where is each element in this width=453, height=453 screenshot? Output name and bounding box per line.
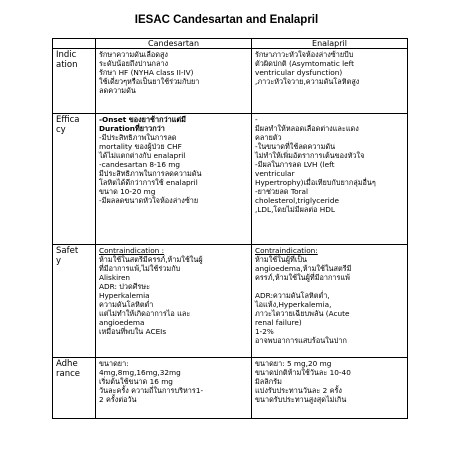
candesartan-indication-cell — [96, 49, 252, 114]
cell-line: แบ่งรับประทานวันละ 2 ครั้ง — [255, 386, 342, 395]
cell-line: renal failure) — [255, 318, 302, 327]
row-label-line: Indic — [56, 50, 77, 60]
cell-line: angioedema — [99, 318, 145, 327]
cell-line: -มีผลลดขนาดหัวใจห้องล่างซ้าย — [99, 196, 199, 205]
row-label-line: Effica — [56, 115, 80, 125]
cell-line: ภาวะไตวายเฉียบพลัน (Acute — [255, 309, 350, 318]
enalapril-safety-cell — [252, 245, 408, 358]
row-label-line: y — [56, 256, 62, 266]
table-row-safety — [53, 245, 408, 358]
cell-line: -ยาช่วยลด Toral — [255, 187, 309, 196]
cell-line: ,ภาวะหัวใจวาย,ความดันโลหิตสูง — [255, 77, 360, 86]
cell-line: ขนาดยา: — [99, 359, 129, 368]
cell-line: -Onset ของยาช้ากว่าแต่มี — [99, 115, 186, 124]
cell-line: ADR: ปวดศีรษะ — [99, 282, 150, 291]
header-cell-candesartan: Candesartan — [96, 39, 252, 49]
row-label-indication — [53, 49, 96, 114]
cell-line: คลายตัว — [255, 133, 282, 142]
cell-line: รักษาภาวะหัวใจห้องล่างซ้ายบีบ — [255, 50, 354, 59]
candesartan-adherance-cell — [96, 358, 252, 419]
cell-line: Durationที่ยาวกว่า — [99, 124, 165, 133]
cell-line: ขนาดรับประทานสูงสุดไม่เกิน — [255, 395, 347, 404]
cell-line: 2 ครั้งต่อวัน — [99, 395, 137, 404]
cell-line: มีประสิทธิภาพในการลดความดัน — [99, 169, 202, 178]
cell-line: -ในขนาดที่ใช้ลดความดัน — [255, 142, 336, 151]
row-label-line: Safet — [56, 246, 79, 256]
table-row-indication — [53, 49, 408, 114]
enalapril-adherance-cell — [252, 358, 408, 419]
cell-line: angioedema,ห้ามใช้ในสตรีมี — [255, 264, 352, 273]
table-header-row — [53, 39, 408, 49]
row-label-line: rance — [56, 369, 80, 379]
enalapril-indication-cell — [252, 49, 408, 114]
cell-line: ห้ามใช้ในสตรีมีครรภ์,ห้ามใช้ในผู้ — [99, 255, 203, 264]
cell-line: มีผลทำให้หลอดเลือดต่างและแดง — [255, 124, 359, 133]
cell-line: 4mg,8mg,16mg,32mg — [99, 368, 181, 377]
table-row-efficacy — [53, 114, 408, 245]
header-cell-empty — [53, 39, 96, 49]
comparison-table — [52, 38, 408, 419]
cell-line: เหมือนที่พบใน ACEIs — [99, 327, 167, 336]
cell-line: - — [255, 115, 258, 124]
cell-line: cholesterol,triglyceride — [255, 196, 339, 205]
cell-line: mortality ของผู้ป่วย CHF — [99, 142, 182, 151]
cell-line: ลดความดัน — [99, 86, 136, 95]
cell-line: ที่มีอาการแพ้,ไม่ใช้ร่วมกับ — [99, 264, 181, 273]
cell-line: มิลลิกรัม — [255, 377, 282, 386]
cell-line: ขนาดปกติห้ามใช้วันละ 10-40 — [255, 368, 351, 377]
header-cell-enalapril: Enalapril — [252, 39, 408, 49]
cell-line: ความดันโลหิตต่ำ — [99, 300, 154, 309]
cell-line: ขนาด 10-20 mg — [99, 187, 156, 196]
cell-line: รักษาความดันเลือดสูง — [99, 50, 168, 59]
cell-line: อาจพบอาการแสบร้อนในปาก — [255, 336, 347, 345]
cell-line: ventricular dysfunction) — [255, 68, 343, 77]
candesartan-efficacy-cell — [96, 114, 252, 245]
table-row-adherance — [53, 358, 408, 419]
cell-line: ห้ามใช้ในผู้ที่เป็น — [255, 255, 307, 264]
row-label-adherance — [53, 358, 96, 419]
cell-line: Contraindication : — [99, 246, 165, 255]
cell-line: ventricular — [255, 169, 295, 178]
cell-line: เริ่มต้นใช้ขนาด 16 mg — [99, 377, 173, 386]
row-label-line: Adhe — [56, 359, 78, 369]
row-label-line: ation — [56, 60, 78, 70]
cell-line: -มีประสิทธิภาพในการลด — [99, 133, 177, 142]
cell-line: ,LDL,โดยไม่มีผลต่อ HDL — [255, 205, 335, 214]
row-label-line: cy — [56, 125, 66, 135]
cell-line: Aliskiren — [99, 273, 131, 282]
cell-line: -candesartan 8-16 mg — [99, 160, 181, 169]
cell-line: แต่ไม่ทำให้เกิดอาการไอ และ — [99, 309, 191, 318]
cell-line: วันละครั้ง ความถี่ในการบริหาร1- — [99, 386, 204, 395]
cell-line: รักษา HF (NYHA class II-IV) — [99, 68, 194, 77]
enalapril-efficacy-cell — [252, 114, 408, 245]
cell-line: โลหิตได้ดีกว่าการใช้ enalapril — [99, 178, 198, 187]
row-label-safety — [53, 245, 96, 358]
cell-line: -มีผลในการลด LVH (left — [255, 160, 335, 169]
cell-line: ไอแห้ง,Hyperkalemia, — [255, 300, 332, 309]
cell-line: ขนาดยา: 5 mg,20 mg — [255, 359, 332, 368]
candesartan-safety-cell — [96, 245, 252, 358]
cell-line: ระดับน้อยถึงปานกลาง — [99, 59, 169, 68]
cell-line: ไม่ทำให้เพิ่มอัตราการเต้นของหัวใจ — [255, 151, 365, 160]
cell-line: ใช้เดี่ยวๆหรือเป็นยาใช้ร่วมกับยา — [99, 77, 200, 86]
cell-line: ตัวผิดปกติ (Asymtomatic left — [255, 59, 354, 68]
cell-line — [255, 282, 405, 291]
cell-line: ได้ไม่แตกต่างกับ enalapril — [99, 151, 186, 160]
document-title: IESAC Candesartan and Enalapril — [134, 14, 319, 26]
cell-line: Hypertrophy)เมื่อเทียบกับยากลุ่มอื่นๆ — [255, 178, 376, 187]
cell-line: ครรภ์,ห้ามใช้ในผู้ที่มีอาการแพ้ — [255, 273, 350, 282]
cell-line: 1-2% — [255, 327, 274, 336]
cell-line: Hyperkalemia — [99, 291, 150, 300]
row-label-efficacy — [53, 114, 96, 245]
cell-line: ADR:ความดันโลหิตต่ำ, — [255, 291, 330, 300]
cell-line: Contraindication: — [255, 246, 318, 255]
